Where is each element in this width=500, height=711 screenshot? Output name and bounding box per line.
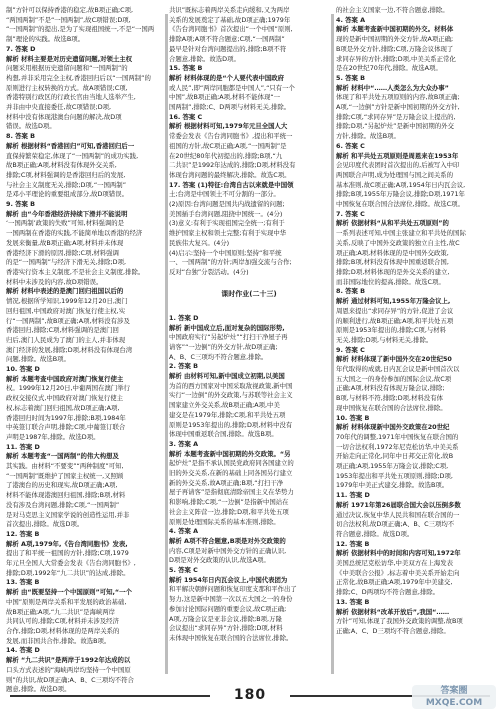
text-line: 则”的共识,故D项正确;A、B、C三项均不符合 (6, 675, 134, 684)
text-line: 构想,并非采用完全主权,香港回归后以“一国两制”的 (6, 73, 151, 82)
text-line: 题意,排除。故选D项。 (6, 685, 71, 694)
analysis-line: 解析 根据材料可知,1979年元旦全国人大 (169, 122, 288, 131)
text-line: 而非国际地位的提高,排除。故选C项。 (336, 277, 445, 286)
section-title: 课时作业(二十三) (221, 290, 277, 299)
text-line: 反对“台独”分裂活动。(4分) (169, 267, 249, 276)
analysis-line: 解析 1971年第26届联合国大会以压倒多数 (336, 500, 461, 509)
answer-line: 9. 答案 B (6, 200, 35, 209)
text-line: 民族伟大复兴。(4分) (169, 238, 230, 247)
text-line: 权,标志着澳门回归祖国,故D项正确;A项, (6, 403, 120, 412)
text-line: (3)意义:有利于实现祖国完全统一;有利于 (169, 219, 285, 228)
text-line: 在20世纪80年代初提出的,排除;B项,“九 (169, 151, 283, 160)
text-line: 正确;A项,材料没有体现万隆会议,排除; (336, 384, 445, 393)
text-line: 努力,这是新中国第一次以五大国之一的身份 (169, 595, 293, 604)
analysis-line: 解析 由材料可知,新中国成立初期,以美国 (169, 372, 285, 381)
text-line: B项是外交方针,排除;C项,万隆会议体现了 (336, 44, 454, 53)
watermark-line1: 答案圈 (440, 686, 468, 696)
text-line: “一国两制”的提出,是为了实现祖国统一,不是“一国两 (6, 25, 155, 34)
column-divider (165, 14, 168, 674)
page-number: 180 (233, 687, 267, 703)
text-line: 未体现中国恢复在联合国的合法席位,排除。 (169, 634, 293, 642)
analysis-line: 解析 “九二共识”是两岸于1992年达成的以 (6, 656, 131, 665)
answer-line: 7. 答案 C (336, 209, 365, 218)
text-line: 香港回归时间为1997年,排除;B项,1984年 (6, 413, 126, 422)
answer-line: 9. 答案 C (336, 345, 365, 354)
answer-line: 14. 答案 D (6, 646, 40, 655)
text-line: 合作,排除;D项,材料体现的是两岸关系的 (6, 627, 120, 635)
text-line: 排除;D项,材料体现的是外交关系的建立, (336, 267, 450, 276)
text-line: 社会主义阵营一边,排除;D项,和平共处五项 (169, 507, 289, 516)
watermark-line2: MXQE.COM (425, 698, 483, 708)
text-line: 国家建立外交关系,故B项正确;A项,中美 (169, 401, 280, 410)
text-line: A项,万隆会议是亚非会议,排除;B项,万隆 (169, 614, 282, 623)
text-line: 中国恢复在联合国合法席位,排除。故选C项。 (336, 200, 464, 209)
text-line: 旧的外交关系,在新的基础上同各国另行建立 (169, 469, 293, 478)
text-line: 其实践。由材料“不要变”“两种制度”可知, (6, 462, 124, 471)
answer-line: 8. 答案 B (6, 132, 35, 141)
analysis-line: 解析 本题考查中国政府对澳门恢复行使主 (6, 374, 124, 383)
text-line: 体现了和平共处五项原则的内容,故B项正确; (336, 93, 460, 102)
page-footer (0, 683, 500, 711)
text-line: 项正确;A项,1955年万隆会议,排除;C项, (336, 462, 449, 471)
text-line: 屋子再请客”是指彻底清除帝国主义在华势力 (169, 488, 294, 497)
analysis-line: 解析 依据材料“从和平共处五项原则”的 (336, 219, 449, 228)
analysis-line: 解析 1954年日内瓦会议上,中国代表团为 (169, 575, 288, 584)
answer-line: 15. 答案 B (169, 64, 203, 73)
text-line: 口头方式表述的“海峡两岸均坚持一个中国原 (6, 665, 131, 674)
text-line: 共同认可的,排除;C项,材料并未涉及经济 (6, 617, 119, 626)
text-line (169, 278, 329, 288)
text-line: 澳门经济的发展,排除;D项,材料没有体现台湾 (6, 345, 133, 354)
answer-line: 1. 答案 D (169, 313, 199, 322)
text-line: 排除;D项,“另起炉灶”是新中国初期的外交 (336, 122, 454, 131)
answer-line: 17. 答案 (1)特征:台湾自古以来就是中国领 (169, 180, 294, 189)
analysis-line: 解析 本题考查新中国初期的外交。材料体 (336, 25, 454, 34)
text-line: B项,与材料不符,排除;D项,材料没有体 (336, 394, 444, 403)
text-line: 提出了和平统一祖国的方针,排除;C项,1979 (6, 549, 129, 558)
text-line: 材料中未涉及的内容,故D项错误。 (6, 277, 103, 286)
text-line: 美国总统尼克松访华,中美双方在上海发表 (336, 559, 454, 568)
analysis-line: 解析 通过材料可知,1955年万隆会议上, (336, 297, 451, 306)
text-line: 美国插手台湾问题,阻挠中国统一。(4分) (169, 209, 283, 218)
analysis-line: 解析 A项,1979年,《告台湾同胞书》发表, (6, 539, 128, 548)
analysis-line: 解析 由“今年香港经济持续下滑并不能说明 (6, 209, 128, 218)
analysis-line: 解析 和平共处五项原则是周恩来在1953年 (336, 151, 459, 160)
text-line: 了港澳台的历史和现实,故D项正确;A项, (6, 481, 118, 490)
text-line: 一国两制在香港的实践,不能简单地以香港的经济 (6, 229, 143, 238)
text-line: 材料不能体现港澳回归祖国,排除;B项,材料 (6, 491, 126, 500)
text-line: 1953年提出和平共处五项原则,排除;D项, (336, 471, 453, 480)
analysis-line: 解析 材料中表述的是澳门回归祖国以后的 (6, 287, 124, 296)
analysis-line: 解析 A项不符合题意,B项是对外交政策的 (169, 536, 286, 545)
text-line: 排除;C、D两项均不符合题意,排除。 (336, 588, 440, 597)
text-line: 发展,而非国共合作,排除。故选B项。 (6, 636, 111, 645)
text-line: 原则是1953年提出的,排除;C项,与材料 (336, 326, 447, 335)
analysis-line: 解析 材料中“……人类怎么为大众办事” (336, 83, 449, 92)
text-line: 排除A项;A项不符合题意;C项,“一国两制” (169, 35, 285, 44)
analysis-line: 解析 材料主要是对历史遗留问题,对领土主权 (6, 54, 133, 63)
analysis-line: 解析 材料体现了新中国外交在20世纪50 (336, 355, 452, 364)
text-line: 的社会主义国家一边,不符合题意,排除。 (336, 6, 449, 14)
text-line: (2)原因:台湾问题是国共内战遗留的问题; (169, 200, 285, 209)
analysis-line: 解析 由“既要坚持一个中国原则”可知,“一个 (6, 588, 132, 597)
answer-line: 5. 答案 B (336, 73, 365, 82)
text-line: 新的外交关系,故A项正确;B项,“打扫干净 (169, 478, 284, 487)
text-line: “一国两制”既维护了国家主权统一,又照顾 (6, 471, 124, 480)
text-line: 的是“一国两制”与经济下滑无关,排除;D项, (6, 258, 127, 267)
analysis-line: 解析 本题考查“一国两制”的伟大构想及 (6, 452, 119, 461)
text-line: 参加讨论国际问题的重要会议,故C项正确; (169, 604, 287, 613)
text-line: 现的是新中国初期的外交方针,故A项正确; (336, 35, 454, 44)
text-line: 问题,排除。故选B项。 (6, 355, 70, 364)
text-line: 方针”可知,体现了我国外交政策的调整,故B项 (336, 617, 463, 626)
text-line (169, 304, 329, 314)
text-line: 排除;C项,“求同存异”是万隆会议上提出的, (336, 112, 456, 121)
text-column-left (6, 6, 164, 694)
text-line: 排除;B项,1955年万隆会议,排除;D项,1971年 (336, 190, 465, 199)
text-line: 两国联合声明,成为处理国与国之间关系的 (336, 170, 454, 179)
answer-line: 3. 答案 A (169, 439, 199, 448)
text-line: 错误。故选D项。 (6, 122, 56, 131)
text-line: 香港经济下滑的原因,排除;C项,材料强调 (6, 248, 119, 257)
text-line: 常委会发表《告台湾同胞书》,提出和平统一 (169, 132, 293, 141)
text-line: 1979年中美正式建交,排除。故选B项。 (336, 481, 449, 490)
text-line: 的顺利进行,故B项正确;A项,和平共处五项 (336, 316, 454, 325)
text-line: 或人民”,即“两岸同胞都是中国人”,“只有一个 (169, 83, 295, 92)
text-line: 建交是在1979年,排除;C项,和平共处五项 (169, 410, 286, 419)
text-line: 是在20世纪70年代,排除。故选A项。 (336, 64, 442, 73)
text-line: 会见印度代表团时首次提出的,后被写入中印 (336, 161, 460, 170)
text-line: 实行“一边倒”的外交政策,与苏联等社会主义 (169, 391, 293, 400)
text-line: 体现台湾问题的最终解决,排除。故选C项。 (169, 170, 291, 179)
text-line: 问题采用根据历史遗留问题和“一国两制”的 (6, 64, 128, 73)
text-line: 项正确;A项,材料体现的是中国外交政策, (336, 248, 449, 257)
text-line: 与社会主义制度无关,排除;D项,“一国两制” (6, 180, 127, 189)
text-line: 方针,排除。故选B项。 (336, 132, 400, 141)
analysis-line: 解析 材料体现的是“个人要代表中国政府 (169, 73, 285, 82)
answer-line: 10. 答案 B (336, 413, 370, 422)
text-line: 体现中国重返联合国,排除。故选B项。 (169, 430, 278, 439)
text-line: 会议提出“求同存异”方针,排除;D项,材料 (169, 624, 283, 633)
answer-line: 16. 答案 C (169, 112, 203, 121)
answer-line: 11. 答案 D (6, 442, 40, 451)
text-line: 是对马克思主义国家学说的创造性运用,并非 (6, 510, 130, 519)
answer-line: 11. 答案 D (336, 491, 370, 500)
text-line: 原则是处理国际关系的基本准则,排除。 (169, 517, 280, 526)
text-line: 中国”原则是两岸关系和平发展的政治基础, (6, 597, 127, 606)
text-line: 一、一国两制”的方针;两岸加强交流与合作; (169, 258, 292, 267)
text-line: 并非由中央直接委任,故C项错误;D项, (6, 103, 112, 112)
analysis-line: 解析 本题考查新中国初期的外交政策。“另 (169, 449, 291, 458)
text-line: 权。1999年12月20日,中葡两国在澳门举行 (6, 384, 131, 393)
text-line: 切合法权利,故D项正确;A、B、C三项均不 (336, 520, 455, 529)
text-line: 正确;A、C、D三项均不符合题意,排除。 (336, 627, 450, 635)
answer-line: 12. 答案 B (336, 539, 370, 548)
text-line: 为首的西方国家对中国采取敌视政策,新中国 (169, 381, 293, 390)
text-line: 原则是1953年提出的,排除;D项,材料中没有 (169, 420, 293, 429)
text-line: 直保持繁荣稳定,体现了“一国两制”的成功实践, (6, 151, 139, 160)
text-column-right (336, 6, 492, 683)
text-line: D项是对外交政策的认识,故选A项。 (169, 556, 270, 565)
text-line: 内容,C项是对新中国外交方针的正确认识, (169, 546, 287, 555)
text-line: 故B项正确;A项,材料没有体现外交关系, (6, 161, 117, 170)
analysis-line: 解析 材料体现新中国外交政策在20世纪 (336, 423, 450, 432)
text-line: 合题意,排除。故选D项。 (169, 54, 240, 63)
text-line: 求同存异的方针,排除;D项,中美关系正常化 (336, 54, 456, 63)
text-line: 香港回归,排除;C项,材料强调的是澳门回 (6, 326, 119, 335)
text-line: 归后,澳门人民成为了澳门的主人,并非体现 (6, 335, 126, 344)
text-line: 是邓小平理论的重要组成部分,故D项错误。 (6, 190, 128, 199)
text-line: 情况,根据所学知识,1999年12月20日,澳门 (6, 297, 128, 306)
text-line: 声明是1987年,排除。故选D项。 (6, 432, 100, 441)
answer-line: 4. 答案 A (169, 527, 199, 536)
column-divider (331, 14, 334, 674)
text-line: 无关,排除;D项,与材料无关,排除。 (336, 335, 433, 344)
text-line: 材料中没有体现港澳台问题的解决,故D项 (6, 112, 122, 121)
text-line: 行“一国两制”,故B项正确;A项,材料没有涉及 (6, 316, 130, 325)
analysis-line: 解析 依据材料中的时间和内容可知,1972年 (336, 549, 461, 558)
text-line: 开始走向正常化,同年中日邦交正常化,故B (336, 452, 454, 461)
text-line: 回归祖国,中国政府对澳门恢复行使主权,实 (6, 306, 126, 315)
text-line: A、B、C三项均不符合题意,排除。 (169, 352, 268, 361)
text-line: 五大国之一的身份参加的国际会议,故C项 (336, 374, 452, 383)
text-line: 祖国的方针,故C项正确;A项,“一国两制”是 (169, 141, 287, 150)
text-line: 符合题意,排除。故选D项。 (336, 529, 414, 538)
watermark-logo (412, 685, 496, 709)
text-line: 现中国恢复在联合国的合法席位,排除。 (336, 403, 447, 412)
text-line: “两国两制”不是“一国两制”,故C项错误;D项, (6, 15, 131, 24)
text-line: 二共识”是1992年达成的,排除;D项,材料没有 (169, 161, 296, 170)
answer-line: 5. 答案 C (169, 566, 198, 575)
analysis-line: 解析 根据材料“香港回归”可知,香港回归后一 (6, 141, 135, 150)
text-line: 中英签订联合声明,排除;C项,中葡签订联合 (6, 423, 126, 432)
text-line: 一系列表述可知,中国主张建立和平共处的国际 (336, 229, 466, 238)
text-line: 维护国家主权和领土完整;有利于实现中华 (169, 229, 287, 238)
text-line: 关系的发展奠定了基础,故D项正确;1979年 (169, 15, 291, 24)
text-line: 中国”,故B项正确;A项,材料不能体现“一 (169, 93, 281, 102)
text-line: 周恩来提出“求同存异”的方针,促进了会议 (336, 306, 454, 315)
text-line: 起炉灶”是指不承认国民党政府同各国建立的 (169, 459, 294, 468)
text-line: 政权交接仪式,中国政府对澳门恢复行使主 (6, 394, 124, 403)
answer-line: 2. 答案 B (169, 362, 198, 371)
text-line: 中国政府实行“另起炉灶”“打扫干净屋子再 (169, 333, 288, 342)
text-line: 没有涉及台湾问题,排除;C项,“一国两制” (6, 500, 120, 509)
text-line: 发展来衡量,故B项正确;A项,材料并未体现 (6, 238, 124, 247)
text-line: 故B项正确;A项,“九二共识”是海峡两岸 (6, 607, 116, 616)
text-line: 排除;C项,材料强调的是香港回归后的发展, (6, 170, 126, 179)
text-line: 制”方针可以保持香港的稳定,故B项正确;C项, (6, 6, 134, 14)
text-line: 年代取得的成就,日内瓦会议是新中国首次以 (336, 365, 460, 374)
answer-line: 13. 答案 B (6, 578, 40, 587)
answer-line: 7. 答案 D (6, 44, 36, 53)
text-line: 国两制”,排除;C、D两项与材料无关,排除。 (169, 103, 291, 112)
text-line: 原则进行主权转换的方式。故A项错误;C项, (6, 83, 128, 92)
text-line: 最早是针对台湾问题提出的,排除;B项不符 (169, 44, 287, 53)
text-column-middle (169, 6, 329, 683)
text-line: 正常化,故B项正确;A项,1979年中美建交, (336, 578, 453, 587)
text-line: 一切合法权利,1972年尼克松访华,中美关系 (336, 442, 459, 451)
text-line: 《告台湾同胞书》首次提出“一个中国”原则, (169, 25, 293, 34)
text-line: (4)启示:坚持一个中国原则;坚持“和平统 (169, 248, 282, 257)
answer-line: 13. 答案 B (336, 597, 370, 606)
text-line: 关系,反映了中国外交政策的独立自主性,故C (336, 238, 460, 247)
text-line: 基本准则,故C项正确;A项,1954年日内瓦会议, (336, 180, 466, 189)
text-line: 和影响,排除;C项,“一边倒”是指新中国站在 (169, 498, 289, 507)
text-line: 《中美联合公报》,标志着中美关系开始走向 (336, 568, 460, 577)
text-line: 制”理论的实践。故选B项。 (6, 35, 84, 44)
answer-line: 10. 答案 D (6, 365, 40, 374)
text-line: 首次提出,排除。故选D项。 (6, 520, 84, 529)
text-line: 排除;B项,材料没有体现中国重返联合国, (336, 258, 449, 267)
answer-line: 8. 答案 B (336, 287, 365, 296)
text-line: 通过决议,恢复中华人民共和国在联合国的一 (336, 510, 460, 519)
text-line: ‘一国两制’政策的失败”可知,材料强调的是 (6, 219, 125, 228)
text-line: 土;台湾是中国领土不可分割的一部分。 (169, 190, 280, 199)
text-line: 和平解决朝鲜问题和恢复印度支那和平作出了 (169, 585, 297, 594)
analysis-line: 解析 依据材料“改革开放后”,我国“…… (336, 607, 450, 616)
text-line: 请客”“一边倒”的外交方针,故D项正确; (169, 342, 278, 351)
text-line: 70年代的调整,1971年中国恢复在联合国的 (336, 432, 459, 441)
text-line: A项,“一边倒”方针是新中国初期的外交方针, (336, 103, 460, 112)
text-line: 排除;D项,1992年“九二共识”的达成,排除。 (6, 568, 130, 577)
text-line: 共识”既标志着两岸关系走向缓和,又为两岸 (169, 6, 290, 14)
text-line: 香港特别行政区的行政长官由当地人选举产生, (6, 93, 136, 102)
text-line: 年元旦全国人大常委会发表《告台湾同胞书》, (6, 559, 136, 568)
answer-line: 12. 答案 B (6, 529, 40, 538)
answer-line: 4. 答案 A (336, 15, 366, 24)
analysis-line: 解析 新中国成立后,面对复杂的国际形势, (169, 323, 285, 332)
answer-line: 6. 答案 C (336, 141, 365, 150)
text-line: 香港实行资本主义制度,不是社会主义制度,排除。 (6, 267, 145, 276)
